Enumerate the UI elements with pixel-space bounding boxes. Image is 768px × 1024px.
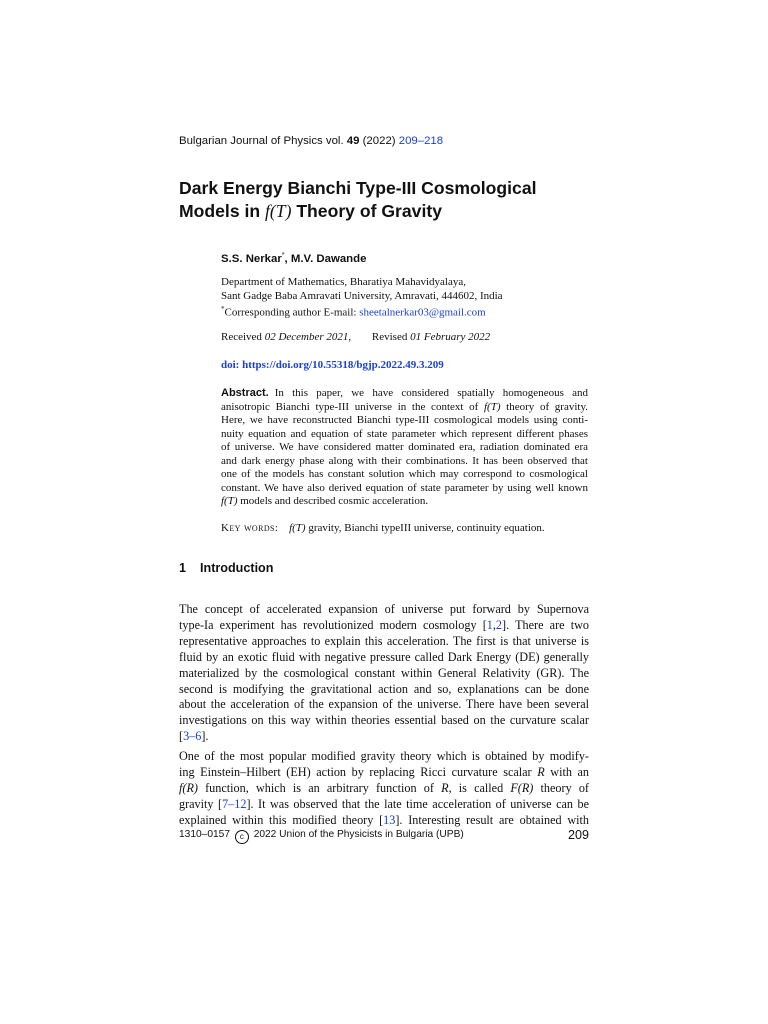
journal-pages-link[interactable]: 209–218 (398, 135, 444, 147)
abstract-line: Here, we have reconstructed Bianchi type-III cosmological models using conti- (221, 414, 588, 426)
abstract-line: constant. We have also derived equation of state parameter by using well known (221, 481, 588, 494)
corresponding-mark: * (281, 252, 285, 259)
issn: 1310–0157 (179, 829, 230, 840)
citation-link[interactable]: 7–12 (222, 796, 247, 811)
received-date: 02 December 2021 (264, 331, 349, 343)
keywords: Key words: f(T) gravity, Bianchi typeIII universe, continuity equation. (221, 522, 545, 534)
section-title: Introduction (200, 561, 274, 575)
page-footer (179, 829, 589, 844)
abstract-line: of universe. We have considered matter dominated era, radiation dominated era (221, 441, 588, 453)
title-line-2: Models in f(T) Theory of Gravity (179, 201, 442, 221)
citation-link[interactable]: 1 (486, 617, 493, 632)
abstract-line: Abstract. In this paper, we have considered spatially homogeneous and (221, 387, 588, 399)
affiliation-line-1: Department of Mathematics, Bharatiya Mahavidyalaya, (221, 276, 466, 288)
email-link[interactable]: sheetalnerkar03@gmail.com (359, 306, 486, 319)
abstract-line: one of the models has constant solution which may correspond to cosmological (221, 468, 588, 480)
abstract-line: f(T) models and described cosmic acceleration. (221, 495, 429, 507)
submission-dates: Received 02 December 2021, Revised 01 February 2022 (221, 331, 491, 343)
abstract-line: and dark energy phase along with their combinations. It has been observed that (221, 454, 588, 467)
abstract-line: anisotropic Bianchi type-III universe in the context of f(T) theory of gravity. (221, 400, 589, 413)
doi-link[interactable]: doi: https://doi.org/10.55318/bgjp.2022.49.3.209 (221, 359, 444, 371)
revised-date: 01 February 2022 (410, 331, 491, 343)
author-1: S.S. Nerkar (221, 252, 282, 265)
keywords-heading: Key words: (221, 522, 279, 534)
abstract-heading: Abstract. (221, 387, 269, 399)
author-2: M.V. Dawande (290, 252, 367, 265)
copyright-text: 2022 Union of the Physicists in Bulgaria (UPB) (253, 829, 464, 840)
abstract (221, 387, 588, 509)
body-text (179, 602, 589, 829)
doi-url[interactable]: https://doi.org/10.55318/bgjp.2022.49.3.209 (242, 359, 444, 371)
journal-year: (2022) (362, 135, 396, 147)
keywords-text: gravity, Bianchi typeIII universe, continuity equation. (308, 522, 545, 534)
paragraph-2: One of the most popular modified gravity theory which is obtained by modify- ing Einstein–Hilbert (EH) action by replacing Ricci curvature scalar R with an f(R) function, which is an arbitrary function of R, is called F(R) theory of gravity [7–12]. It was observed that the late time acceleration of universe can be explained within this modified theory [13]. Interesting result are obtained with (179, 749, 590, 827)
title-math: f(T) (265, 201, 292, 221)
page-number: 209 (567, 828, 589, 842)
journal-volume: 49 (346, 135, 360, 147)
citation-link[interactable]: 2 (495, 617, 503, 632)
corresponding-author: *Corresponding author E-mail: sheetalnerkar03@gmail.com (221, 305, 486, 319)
copyright-icon: c (235, 830, 249, 844)
paragraph-1: The concept of accelerated expansion of universe put forward by Supernova type-Ia experiment has revolutionized modern cosmology [1,2]. There are two representative approaches to explain this acceleration. The first is that universe is fluid by an exotic fluid with negative pressure called Dark Energy (DE) generally materialized by the cosmological constant within General Relativity (GR). The second is modifying the gravitational action and so, explanations can be done about the acceleration of the expansion of the universe. There have been several investigations on this way within theories essential based on the curvature scalar [3–6]. (179, 602, 589, 744)
paper-page (179, 0, 589, 1024)
journal-name: Bulgarian Journal of Physics vol. (179, 135, 344, 147)
citation-link[interactable]: 13 (383, 812, 396, 827)
section-number: 1 (179, 561, 187, 575)
affiliation (221, 276, 589, 320)
affiliation-line-2: Sant Gadge Baba Amravati University, Amravati, 444602, India (221, 289, 503, 302)
journal-header (179, 135, 443, 147)
abstract-line: nuity equation and equation of state parameter which represent different phases (221, 427, 588, 440)
section-heading (179, 561, 273, 575)
author-list: S.S. Nerkar*, M.V. Dawande (221, 252, 367, 265)
paper-title (179, 177, 589, 223)
citation-link[interactable]: 3–6 (183, 729, 202, 744)
title-line-1: Dark Energy Bianchi Type-III Cosmological (179, 178, 537, 198)
